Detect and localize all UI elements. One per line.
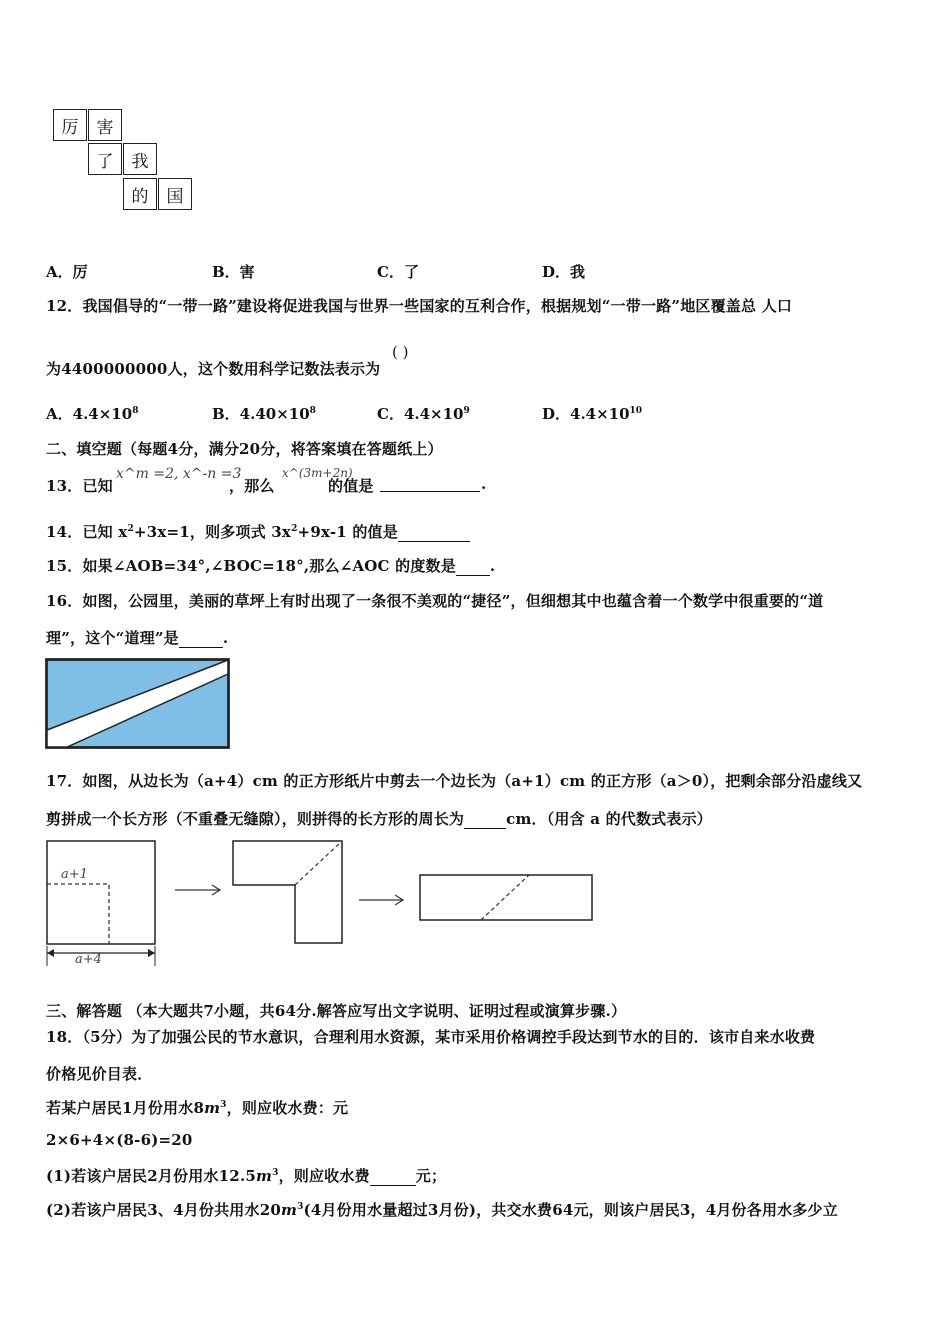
q15-body: 15．如果∠AOB=34°,∠BOC=18°,那么∠AOC 的度数是 <box>46 557 456 575</box>
q18-line6-tail: (4月份用水量超过3月份)，共交水费64元，则该户居民3，4月份各用水多少立 <box>303 1201 838 1219</box>
q15-text <box>46 555 495 576</box>
q12-option-b-exp: 8 <box>309 406 316 416</box>
dimension-arrow-right <box>148 949 155 957</box>
q18-line6-sup: 3 <box>297 1202 304 1212</box>
q12-option-a <box>46 403 138 424</box>
cube-cell-3: 了 <box>88 143 122 175</box>
q16-line1: 16．如图，公园里，美丽的草坪上有时出现了一条很不美观的“捷径”，但细想其中也蕴含着一个数学中很重要的“道 <box>46 592 824 610</box>
q14-mid: +3x=1，则多项式 3x <box>133 523 292 541</box>
q12-option-c-exp: 9 <box>463 406 470 416</box>
q17-line2-text: 剪拼成一个长方形（不重叠无缝隙），则拼得的长方形的周长为 <box>46 810 465 828</box>
q14-answer-blank[interactable] <box>398 523 470 542</box>
result-rectangle <box>420 875 592 920</box>
q12-option-d-exp: 10 <box>629 406 643 416</box>
q17-line2 <box>46 808 712 829</box>
q14-prefix: 14．已知 x <box>46 523 128 541</box>
q13-answer-blank[interactable] <box>380 478 480 492</box>
outer-square <box>47 841 155 944</box>
square-cut-figure <box>45 838 595 972</box>
q11-option-d: D．我 <box>542 263 586 281</box>
q18-line3-sup: 3 <box>220 1100 227 1110</box>
q13-expression: x^(3m+2n) <box>282 466 353 480</box>
q17-answer-blank[interactable] <box>464 810 506 829</box>
q12-option-d-label: D．4.4×10 <box>542 405 630 423</box>
q13-prefix: 13．已知 <box>46 477 113 495</box>
q16-end: . <box>222 629 229 647</box>
q18-line5-unit: m <box>256 1167 273 1185</box>
cube-cell-4: 我 <box>123 143 157 175</box>
dimension-arrow-left <box>47 949 54 957</box>
cube-cell-6: 国 <box>158 178 192 210</box>
q12-option-a-label: A．4.4×10 <box>46 405 133 423</box>
q11-option-a: A．厉 <box>46 263 88 281</box>
q18-line3 <box>46 1097 348 1118</box>
q12-option-a-exp: 8 <box>132 406 139 416</box>
cut-line <box>47 884 109 944</box>
q17-line1: 17．如图，从边长为（a+4）cm 的正方形纸片中剪去一个边长为（a+1）cm 的正方形（a＞0），把剩余部分沿虚线又 <box>46 772 863 790</box>
q16-answer-blank[interactable] <box>179 629 223 648</box>
q13-mid: ，那么 <box>229 477 275 495</box>
q18-line3-text: 若某户居民1月份用水8 <box>46 1099 205 1117</box>
q18-line6-text: (2)若该户居民3、4月份共用水20 <box>46 1201 281 1219</box>
label-a-plus-4: a+4 <box>75 952 102 967</box>
section2-title: 二、填空题（每题4分，满分20分，将答案填在答题纸上） <box>46 440 443 458</box>
lawn-shortcut-figure <box>45 658 231 750</box>
q12-option-b-label: B．4.40×10 <box>212 405 310 423</box>
q18-line1: 18．（5分）为了加强公民的节水意识，合理利用水资源，某市采用价格调控手段达到节水的目的．该市自来水收费 <box>46 1028 816 1046</box>
q12-line1: 12．我国倡导的“一带一路”建设将促进我国与世界一些国家的互利合作，根据规划“一带一路”地区覆盖总 人口 <box>46 297 793 315</box>
q11-option-b: B．害 <box>212 263 255 281</box>
q12-option-c <box>377 403 470 424</box>
q18-answer-blank[interactable] <box>370 1167 416 1186</box>
q18-line5-sup: 3 <box>272 1168 279 1178</box>
q18-line5 <box>46 1165 446 1186</box>
q18-line5-mid: ，则应收水费 <box>278 1167 370 1185</box>
q13-end: . <box>481 475 487 493</box>
cube-cell-2: 害 <box>88 109 122 141</box>
q13-condition: x^m =2, x^-n =3 <box>116 466 242 482</box>
q18-line5-tail: 元； <box>415 1167 447 1185</box>
q13-suffix: 的值是 <box>328 477 374 495</box>
label-a-plus-1: a+1 <box>61 867 88 882</box>
q16-line2-text: 理”，这个“道理”是 <box>46 629 179 647</box>
q18-line4: 2×6+4×(8-6)=20 <box>46 1131 193 1149</box>
q14-text <box>46 521 470 542</box>
q15-end: . <box>489 557 496 575</box>
cube-cell-5: 的 <box>123 178 157 210</box>
q18-line3-unit: m <box>204 1099 221 1117</box>
q17-line2-tail: cm．（用含 a 的代数式表示） <box>506 810 712 828</box>
l-shape-dashed-cut <box>295 841 342 885</box>
cube-cell-1: 厉 <box>53 109 87 141</box>
rectangle-dashed-line <box>481 875 529 920</box>
section3-title: 三、解答题 （本大题共7小题，共64分.解答应写出文字说明、证明过程或演算步骤.） <box>46 1002 627 1020</box>
q12-option-b <box>212 403 316 424</box>
q18-line6-unit: m <box>280 1201 298 1219</box>
q14-sup2: 2 <box>291 524 298 534</box>
q12-option-c-label: C．4.4×10 <box>377 405 464 423</box>
q12-line2: 为4400000000人，这个数用科学记数法表示为 <box>46 360 381 378</box>
l-shape <box>233 841 342 943</box>
q12-option-d <box>542 403 642 424</box>
q15-answer-blank[interactable] <box>456 557 490 576</box>
q14-sup1: 2 <box>127 524 134 534</box>
q11-option-c: C．了 <box>377 263 419 281</box>
q18-line2: 价格见价目表． <box>46 1065 153 1083</box>
q14-suffix: +9x-1 的值是 <box>297 523 398 541</box>
q16-line2 <box>46 627 228 648</box>
square-cut-svg <box>45 838 595 972</box>
q18-line5-text: (1)若该户居民2月份用水12.5 <box>46 1167 257 1185</box>
q12-answer-paren: ( ) <box>392 343 409 361</box>
q18-line6 <box>46 1199 838 1220</box>
q18-line3-tail: ，则应收水费：元 <box>226 1099 349 1117</box>
